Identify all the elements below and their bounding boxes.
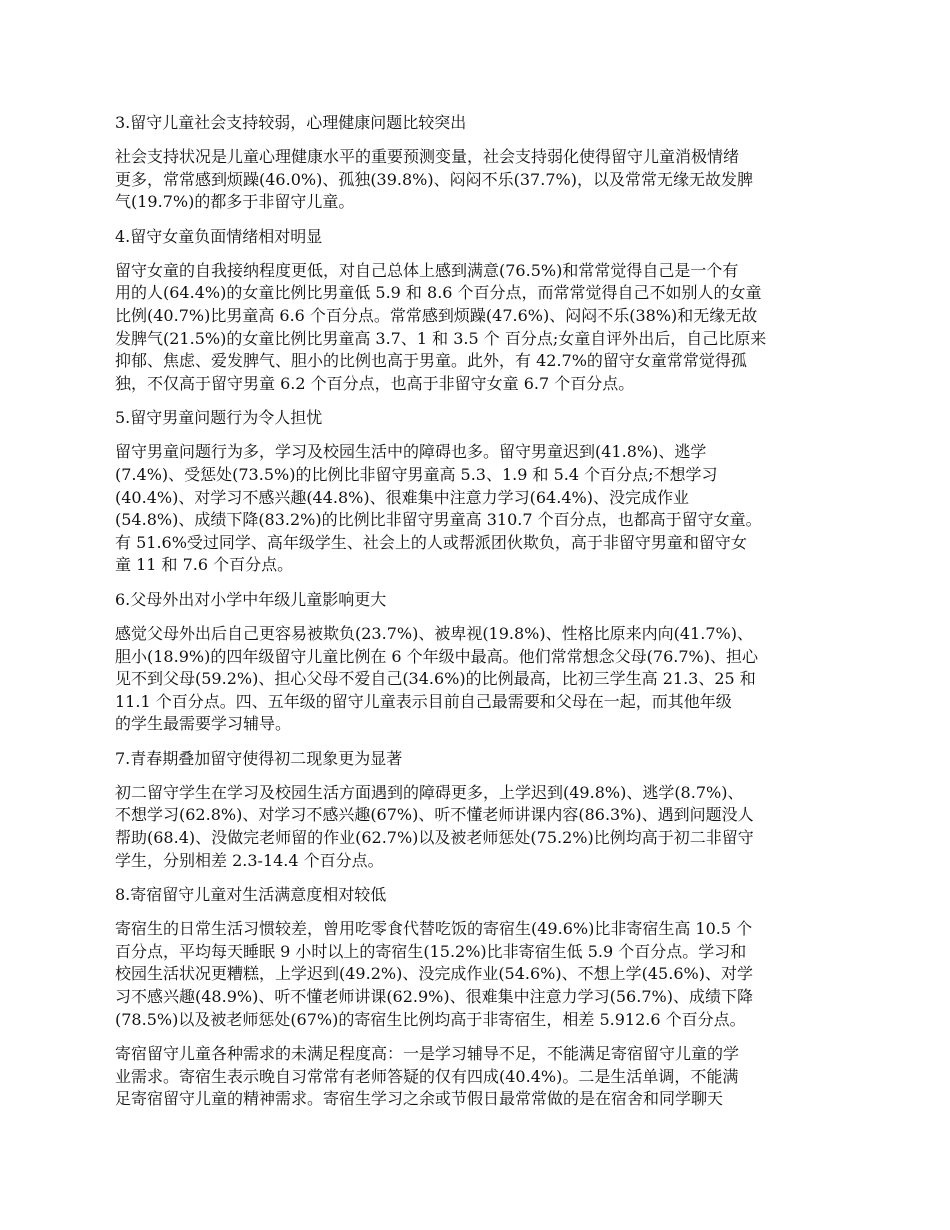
paragraph-line: 11.1 个百分点。四、五年级的留守儿童表示目前自己最需要和父母在一起，而其他年级	[115, 691, 732, 711]
paragraph-line: 学生，分别相差 2.3-14.4 个百分点。	[115, 850, 384, 870]
paragraph-line: 寄宿留守儿童各种需求的未满足程度高：一是学习辅导不足，不能满足寄宿留守儿童的学	[115, 1044, 740, 1064]
paragraph-line: 发脾气(21.5%)的女童比例比男童高 3.7、1 和 3.5 个 百分点;女童自评外出后，自己比原来	[115, 328, 767, 348]
paragraph-line: 百分点，平均每天睡眠 9 小时以上的寄宿生(15.2%)比非寄宿生低 5.9 个百分点。学习和	[115, 941, 747, 961]
paragraph-line: 抑郁、焦虑、爱发脾气、胆小的比例也高于男童。此外，有 42.7%的留守女童常常觉得孤	[115, 351, 747, 371]
paragraph-line: 更多，常常感到烦躁(46.0%)、孤独(39.8%)、闷闷不乐(37.7%)，以及常常无缘无故发脾	[115, 169, 753, 189]
paragraph-line: 业需求。寄宿生表示晚自习常常有老师答疑的仅有四成(40.4%)。二是生活单调，不能满	[115, 1066, 739, 1086]
body-paragraph	[115, 623, 845, 736]
paragraph-line: 社会支持状况是儿童心理健康水平的重要预测变量，社会支持弱化使得留守儿童消极情绪	[115, 147, 740, 166]
paragraph-line: 感觉父母外出后自己更容易被欺负(23.7%)、被卑视(19.8%)、性格比原来内向(41.7%)、	[115, 623, 753, 643]
body-paragraph	[115, 782, 845, 872]
paragraph-line: 的学生最需要学习辅导。	[115, 714, 292, 734]
paragraph-line: 用的人(64.4%)的女童比例比男童低 5.9 和 8.6 个百分点，而常常觉得自己不如别人的女童	[115, 283, 762, 303]
paragraph-line: 寄宿生的日常生活习惯较差，曾用吃零食代替吃饭的寄宿生(49.6%)比非寄宿生高 10.5 个	[115, 919, 753, 939]
paragraph-line: 不想学习(62.8%)、对学习不感兴趣(67%)、听不懂老师讲课内容(86.3%)、遇到问题没人	[115, 805, 754, 825]
body-paragraph	[115, 918, 845, 1031]
paragraph-line: (54.8%)、成绩下降(83.2%)的比例比非留守男童高 310.7 个百分点，也都高于留守女童。	[115, 510, 762, 530]
section-heading: 7.青春期叠加留守使得初二现象更为显著	[115, 748, 403, 768]
paragraph-line: 习不感兴趣(48.9%)、听不懂老师讲课(62.9%)、很难集中注意力学习(56.7%)、成绩下降	[115, 987, 753, 1007]
body-paragraph	[115, 1043, 845, 1111]
paragraph-line: 初二留守学生在学习及校园生活方面遇到的障碍更多，上学迟到(49.8%)、逃学(8.7%)、	[115, 782, 744, 802]
paragraph-line: 见不到父母(59.2%)、担心父母不爱自己(34.6%)的比例最高，比初三学生高 21.3、25 和	[115, 669, 756, 689]
body-paragraph	[115, 441, 845, 577]
paragraph-line: 帮助(68.4)、没做完老师留的作业(62.7%)以及被老师惩处(75.2%)比例均高于初二非留守	[115, 828, 754, 848]
paragraph-line: 胆小(18.9%)的四年级留守儿童比例在 6 个年级中最高。他们常常想念父母(76.7%)、担心	[115, 646, 758, 666]
paragraph-line: 足寄宿留守儿童的精神需求。寄宿生学习之余或节假日最常常做的是在宿舍和同学聊天	[115, 1089, 724, 1109]
section-heading: 8.寄宿留守儿童对生活满意度相对较低	[115, 885, 387, 905]
paragraph-line: 比例(40.7%)比男童高 6.6 个百分点。常常感到烦躁(47.6%)、闷闷不乐(38%)和无缘无故	[115, 305, 758, 325]
paragraph-line: 留守男童问题行为多，学习及校园生活中的障碍也多。留守男童迟到(41.8%)、逃学	[115, 442, 707, 462]
paragraph-line: 留守女童的自我接纳程度更低，对自己总体上感到满意(76.5%)和常常觉得自己是一个有	[115, 260, 739, 280]
paragraph-line: 有 51.6%受过同学、高年级学生、社会上的人或帮派团伙欺负，高于非留守男童和留守女	[115, 532, 747, 552]
paragraph-line: 气(19.7%)的都多于非留守儿童。	[115, 192, 355, 212]
document-body	[115, 112, 845, 1123]
section-heading: 5.留守男童问题行为令人担忧	[115, 408, 323, 428]
body-paragraph	[115, 260, 845, 396]
paragraph-line: (40.4%)、对学习不感兴趣(44.8%)、很难集中注意力学习(64.4%)、没完成作业	[115, 487, 689, 507]
section-heading: 4.留守女童负面情绪相对明显	[115, 226, 323, 246]
paragraph-line: 童 11 和 7.6 个百分点。	[115, 555, 294, 575]
paragraph-line: (7.4%)、受惩处(73.5%)的比例比非留守男童高 5.3、1.9 和 5.4 个百分点;不想学习	[115, 464, 718, 484]
paragraph-line: 校园生活状况更糟糕，上学迟到(49.2%)、没完成作业(54.6%)、不想上学(45.6%)、对学	[115, 964, 753, 984]
body-paragraph	[115, 146, 845, 214]
section-heading: 3.留守儿童社会支持较弱，心理健康问题比较突出	[115, 113, 467, 132]
paragraph-line: 独，不仅高于留守男童 6.2 个百分点，也高于非留守女童 6.7 个百分点。	[115, 373, 635, 393]
paragraph-line: (78.5%)以及被老师惩处(67%)的寄宿生比例均高于非寄宿生，相差 5.912.6 个百分点。	[115, 1009, 746, 1029]
section-heading: 6.父母外出对小学中年级儿童影响更大	[115, 589, 387, 609]
